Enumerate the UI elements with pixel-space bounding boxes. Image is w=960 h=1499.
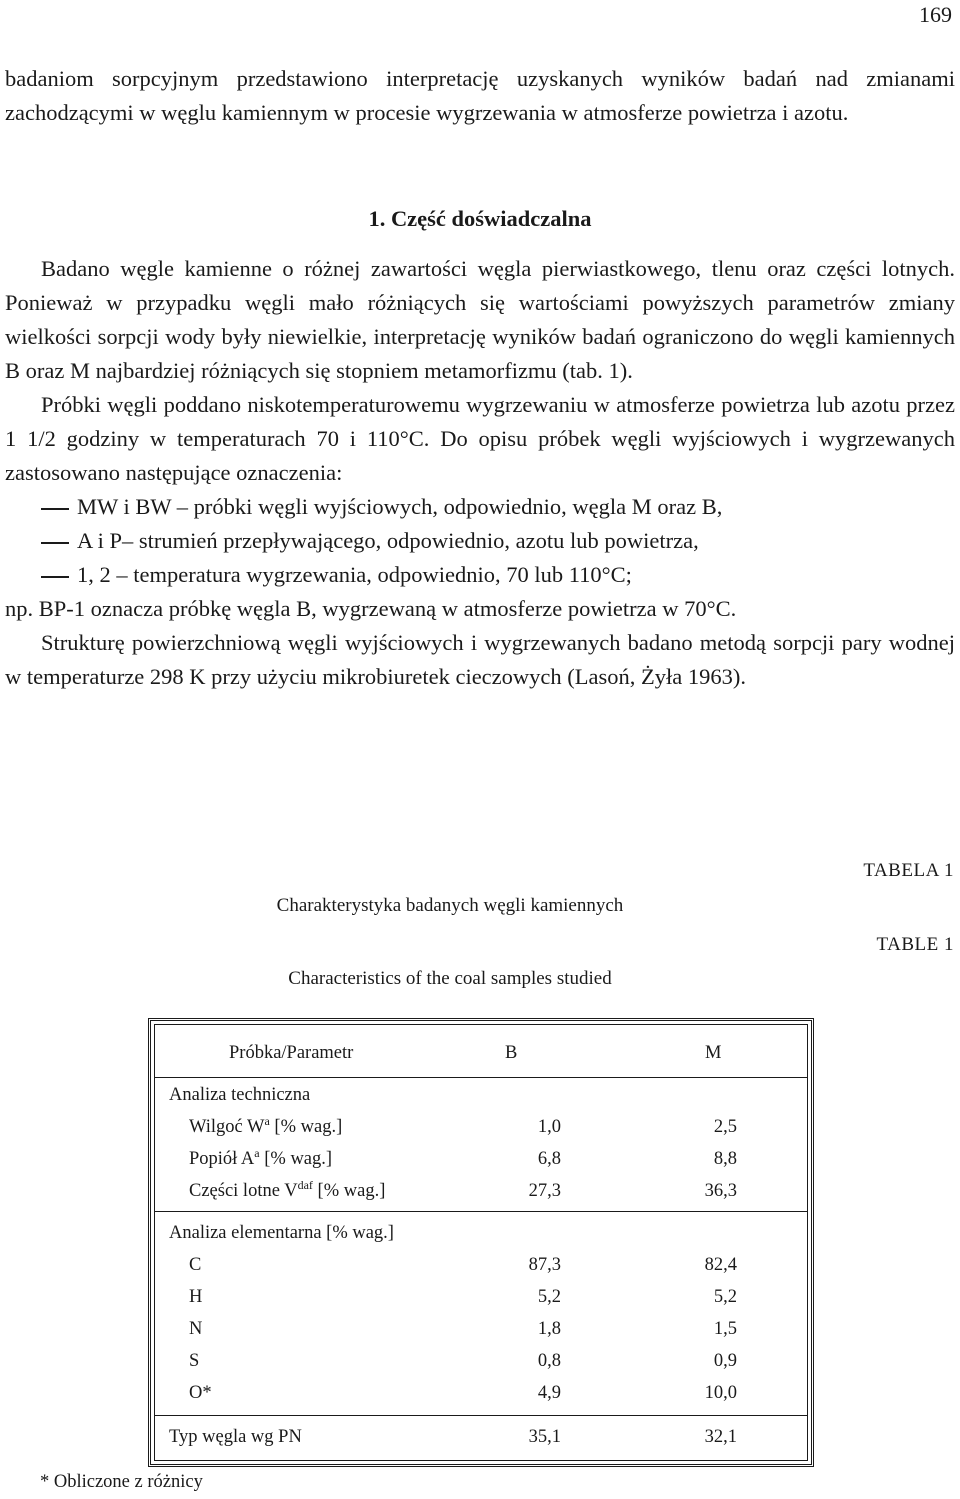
row-value-b: 4,9 <box>537 1383 561 1403</box>
table-rule <box>155 1077 807 1078</box>
group-title-technical: Analiza techniczna <box>169 1085 311 1105</box>
table-rule <box>155 1415 807 1416</box>
page-number: 169 <box>919 2 952 27</box>
row-value-m: 82,4 <box>704 1255 737 1275</box>
list-item: 1, 2 – temperatura wygrzewania, odpowiednio, 70 lub 110°C; <box>5 558 955 592</box>
dash-mark <box>41 508 69 510</box>
table-row <box>155 1281 807 1313</box>
table-label-pl: TABELA 1 <box>863 860 954 881</box>
header-param: Próbka/Parametr <box>229 1043 354 1063</box>
header-b: B <box>505 1043 518 1063</box>
table-row <box>155 1377 807 1409</box>
row-value-b: 0,8 <box>537 1351 561 1371</box>
row-value-m: 36,3 <box>704 1181 737 1201</box>
row-param: H <box>189 1287 203 1307</box>
row-value-m: 5,2 <box>713 1287 737 1307</box>
row-value-b: 27,3 <box>528 1181 561 1201</box>
data-table-frame <box>154 1024 808 1461</box>
section-heading: 1. Część doświadczalna <box>368 206 592 231</box>
row-param: Części lotne $V^{daf}$ [% wag.] <box>189 1178 386 1201</box>
row-value-m: 8,8 <box>713 1149 737 1169</box>
row-param: Wilgoć $W^a$ [% wag.] <box>189 1114 343 1137</box>
group-title-row <box>155 1079 807 1111</box>
paragraph-1: Badano węgle kamienne o różnej zawartości węgla pierwiastkowego, tlenu oraz części lotnych. Ponieważ w przypadku węgli mało różniących się wartościami powyższych parametrów zmiany wielkości sorpcji wody były niewielkie, interpretację wyników badań ograniczono do węgli kamiennych B oraz M najbardziej różniących się stopniem metamorfizmu (tab. 1). <box>5 256 955 383</box>
paragraph-3: Strukturę powierzchniową węgli wyjściowych i wygrzewanych badano metodą sorpcji pary wodnej w temperaturze 298 K przy użyciu mikrobiuretek cieczowych (Lasoń, Żyła 1963). <box>5 630 955 689</box>
table-row <box>155 1175 807 1207</box>
row-param: O* <box>189 1383 212 1403</box>
example-line: np. BP-1 oznacza próbkę węgla B, wygrzewaną w atmosferze powietrza w 70°C. <box>5 596 737 621</box>
paragraph-2: Próbki węgli poddano niskotemperaturowemu wygrzewaniu w atmosferze powietrza lub azotu przez 1 1/2 godziny w temperaturach 70 i 110°C. Do opisu próbek węgli wyjściowych i wygrzewanych zastosowano następujące oznaczenia: <box>5 392 955 485</box>
table-row <box>155 1421 807 1453</box>
row-param: Popiół $A^a$ [% wag.] <box>189 1146 333 1169</box>
table-rule <box>155 1211 807 1212</box>
row-value-b: 35,1 <box>528 1427 561 1447</box>
dash-mark <box>41 576 69 578</box>
row-param: S <box>189 1351 200 1371</box>
table-row <box>155 1345 807 1377</box>
list-item: MW i BW – próbki węgli wyjściowych, odpowiednio, węgla M oraz B, <box>5 490 955 524</box>
row-param: N <box>189 1319 203 1339</box>
table-header-row <box>155 1037 807 1069</box>
group-title-elemental: Analiza elementarna [% wag.] <box>169 1223 394 1243</box>
row-value-b: 6,8 <box>537 1149 561 1169</box>
dash-mark <box>41 542 69 544</box>
row-value-b: 87,3 <box>528 1255 561 1275</box>
intro-paragraph: badaniom sorpcyjnym przedstawiono interpretację uzyskanych wyników badań nad zmianami zachodzącymi w węglu kamiennym w procesie wygrzewania w atmosferze powietrza i azotu. <box>5 66 955 125</box>
table-label-en: TABLE 1 <box>876 934 954 955</box>
header-m: M <box>705 1043 722 1063</box>
row-value-m: 32,1 <box>704 1427 737 1447</box>
row-value-m: 1,5 <box>713 1319 737 1339</box>
list-item: A i P– strumień przepływającego, odpowiednio, azotu lub powietrza, <box>5 524 955 558</box>
row-value-m: 10,0 <box>704 1383 737 1403</box>
data-table <box>148 1018 814 1467</box>
table-footnote: * Obliczone z różnicy <box>40 1472 203 1492</box>
row-value-b: 1,0 <box>537 1117 561 1137</box>
group-title-row <box>155 1217 807 1249</box>
row-param: Typ węgla wg PN <box>169 1427 302 1447</box>
table-row <box>155 1111 807 1143</box>
table-caption-en: Characteristics of the coal samples studied <box>288 968 612 989</box>
table-row <box>155 1313 807 1345</box>
row-value-m: 0,9 <box>713 1351 737 1371</box>
table-caption-pl: Charakterystyka badanych węgli kamiennych <box>276 895 624 916</box>
article-body <box>5 62 955 694</box>
table-row <box>155 1249 807 1281</box>
table-row <box>155 1143 807 1175</box>
row-value-b: 1,8 <box>537 1319 561 1339</box>
row-value-b: 5,2 <box>537 1287 561 1307</box>
row-value-m: 2,5 <box>713 1117 737 1137</box>
row-param: C <box>189 1255 202 1275</box>
